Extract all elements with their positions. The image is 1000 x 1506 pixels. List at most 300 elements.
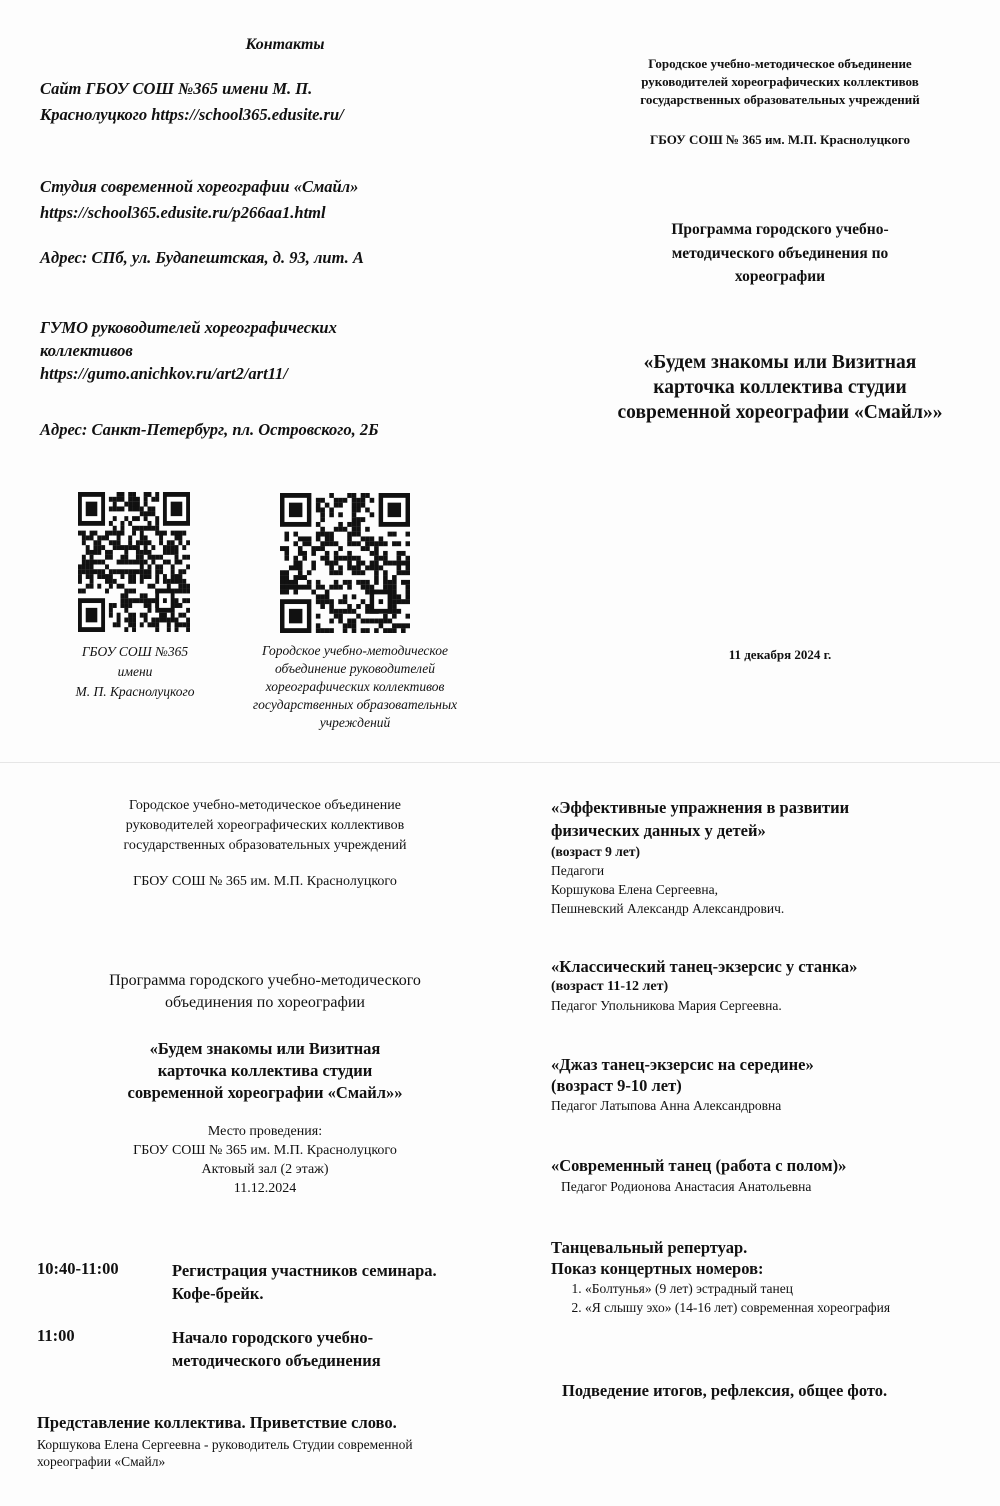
qr-module <box>86 560 90 565</box>
qr-module <box>109 521 113 526</box>
qr-module <box>302 541 307 546</box>
qr-module <box>406 585 410 590</box>
intro-title: Представление коллектива. Приветствие слово. <box>37 1413 397 1432</box>
session-title: «Современный танец (работа с полом)» <box>551 1156 847 1175</box>
qr-module <box>316 507 321 512</box>
qr-module <box>361 561 366 566</box>
qr-module <box>136 598 140 603</box>
qr-module <box>167 540 171 545</box>
program-line: Программа городского учебно- <box>671 221 889 238</box>
qr-module <box>325 536 330 541</box>
qr-module <box>365 565 370 570</box>
qr-module <box>175 627 179 632</box>
qr-module <box>136 502 140 507</box>
qr-module <box>406 541 410 546</box>
qr-module <box>120 598 124 603</box>
qr-module <box>175 531 179 536</box>
qr-module <box>97 545 101 550</box>
qr-module <box>347 522 352 527</box>
qr-module <box>148 511 152 516</box>
qr-module <box>365 585 370 590</box>
qr-module <box>117 560 121 565</box>
qr-module <box>329 570 334 575</box>
qr-module <box>140 560 144 565</box>
qr-module <box>155 627 159 632</box>
qr-module <box>148 521 152 526</box>
qr-module <box>113 545 117 550</box>
qr-module <box>401 623 406 628</box>
qr-module <box>392 541 397 546</box>
qr-module <box>175 589 179 594</box>
qr-module <box>124 560 128 565</box>
qr-module <box>329 604 334 609</box>
qr-module <box>159 535 163 540</box>
qr-module <box>347 585 352 590</box>
qr-module <box>374 628 379 633</box>
qr-module <box>370 536 375 541</box>
qr-module <box>356 498 361 503</box>
qr-module <box>325 599 330 604</box>
qr-module <box>302 551 307 556</box>
qr-module <box>397 541 402 546</box>
program-org <box>30 796 500 856</box>
qr-module <box>406 590 410 595</box>
qr-module <box>140 506 144 511</box>
qr-module <box>132 627 136 632</box>
qr-module <box>132 622 136 627</box>
qr-module <box>86 608 98 622</box>
qr-module <box>120 584 124 589</box>
venue <box>30 1122 500 1198</box>
closing: Подведение итогов, рефлексия, общее фото. <box>562 1381 888 1400</box>
qr-module <box>343 594 348 599</box>
qr-module <box>280 585 285 590</box>
qr-module <box>182 555 186 560</box>
qr-module <box>175 574 179 579</box>
qr-module <box>320 585 325 590</box>
caption-line: хореографических коллективов <box>265 679 445 694</box>
qr-module <box>136 555 140 560</box>
qr-module <box>175 603 179 608</box>
qr-module <box>113 569 117 574</box>
qr-module <box>361 517 366 522</box>
qr-module <box>151 555 155 560</box>
qr-module <box>140 555 144 560</box>
qr-module <box>171 531 175 536</box>
qr-module <box>148 622 152 627</box>
qr-module <box>356 561 361 566</box>
qr-module <box>356 541 361 546</box>
qr-module <box>406 599 410 604</box>
qr-module <box>140 598 144 603</box>
qr-module <box>140 531 144 536</box>
qr-module <box>148 506 152 511</box>
qr-module <box>78 574 82 579</box>
qr-module <box>293 575 298 580</box>
qr-module <box>178 560 182 565</box>
qr-module <box>302 575 307 580</box>
qr-module <box>392 561 397 566</box>
qr-module <box>289 580 294 585</box>
qr-module <box>316 532 321 537</box>
qr-module <box>105 550 109 555</box>
qr-module <box>97 584 101 589</box>
qr-module <box>356 580 361 585</box>
qr-module <box>352 619 357 624</box>
program-line: Программа городского учебно-методического <box>109 972 421 989</box>
qr-module <box>132 497 136 502</box>
cover-program <box>560 218 1000 289</box>
qr-module <box>365 536 370 541</box>
qr-module <box>347 493 352 498</box>
qr-module <box>392 580 397 585</box>
qr-module <box>105 564 109 569</box>
org-line: государственных образовательных учреждений <box>640 92 920 107</box>
qr-module <box>388 561 393 566</box>
qr-module <box>124 593 128 598</box>
qr-module <box>356 556 361 561</box>
qr-module <box>163 550 167 555</box>
intro-text <box>37 1436 413 1470</box>
qr-module <box>124 603 128 608</box>
event-line: Кофе-брейк. <box>172 1284 264 1303</box>
qr-module <box>284 575 289 580</box>
session-1 <box>551 796 991 918</box>
qr-module <box>163 531 167 536</box>
qr-code-school <box>78 492 190 632</box>
qr-module <box>90 550 94 555</box>
qr-module <box>86 574 90 579</box>
qr-module <box>392 575 397 580</box>
qr-module <box>352 609 357 614</box>
qr-module <box>365 507 370 512</box>
qr-module <box>401 580 406 585</box>
qr-module <box>298 546 303 551</box>
qr-module <box>151 584 155 589</box>
qr-module <box>374 565 379 570</box>
qr-module <box>320 541 325 546</box>
session-age: (возраст 11-12 лет) <box>551 979 669 994</box>
qr-module <box>352 623 357 628</box>
qr-module <box>406 565 410 570</box>
school-address: Адрес: СПб, ул. Будапештская, д. 93, лит. А <box>40 248 364 267</box>
qr-module <box>298 570 303 575</box>
qr-module <box>334 609 339 614</box>
qr-module <box>117 540 121 545</box>
qr-module <box>128 545 132 550</box>
repertoire-item: 1. «Болтунья» (9 лет) эстрадный танец <box>585 1279 991 1298</box>
qr-module <box>302 556 307 561</box>
qr-module <box>178 589 182 594</box>
qr-module <box>397 561 402 566</box>
qr-module <box>136 550 140 555</box>
qr-module <box>280 590 285 595</box>
session-2 <box>551 956 991 1015</box>
qr-module <box>155 618 159 623</box>
qr-module <box>148 564 152 569</box>
qr-module <box>338 570 343 575</box>
qr-module <box>356 517 361 522</box>
qr-module <box>311 546 316 551</box>
qr-module <box>171 579 175 584</box>
qr-module <box>401 570 406 575</box>
qr-module <box>397 609 402 614</box>
qr-module <box>383 619 388 624</box>
qr-module <box>136 506 140 511</box>
qr-module <box>361 546 366 551</box>
qr-module <box>101 545 105 550</box>
qr-module <box>155 526 159 531</box>
qr-module <box>316 623 321 628</box>
qr-module <box>171 540 175 545</box>
qr-module <box>338 527 343 532</box>
qr-module <box>159 564 163 569</box>
qr-module <box>334 498 339 503</box>
qr-module <box>284 570 289 575</box>
qr-module <box>117 531 121 536</box>
qr-module <box>93 540 97 545</box>
qr-module <box>151 560 155 565</box>
qr1-caption <box>40 642 230 702</box>
qr-module <box>280 580 285 585</box>
qr-module <box>136 526 140 531</box>
qr-module <box>93 550 97 555</box>
qr-module <box>347 609 352 614</box>
qr-module <box>329 585 334 590</box>
qr-module <box>343 498 348 503</box>
qr-module <box>167 579 171 584</box>
qr-module <box>293 580 298 585</box>
session-title: «Джаз танец-экзерсис на середине» <box>551 1055 814 1074</box>
qr-module <box>117 506 121 511</box>
qr-module <box>151 497 155 502</box>
qr-module <box>284 546 289 551</box>
qr-module <box>113 502 117 507</box>
qr-module <box>148 550 152 555</box>
qr-module <box>379 599 383 604</box>
qr-module <box>356 522 361 527</box>
qr-module <box>392 599 397 604</box>
qr-module <box>388 619 393 624</box>
qr-module <box>144 511 148 516</box>
qr-module <box>132 618 136 623</box>
qr-module <box>144 535 148 540</box>
qr-module <box>120 545 124 550</box>
qr-module <box>298 565 303 570</box>
qr-module <box>397 594 402 599</box>
qr-module <box>392 594 397 599</box>
qr-module <box>82 589 86 594</box>
qr-module <box>144 550 148 555</box>
qr-module <box>316 536 321 541</box>
qr-module <box>370 512 375 517</box>
qr-module <box>78 569 82 574</box>
qr-module <box>186 608 190 613</box>
studio-link[interactable]: https://school365.edusite.ru/p266aa1.html <box>40 203 326 222</box>
qr-module <box>117 584 121 589</box>
qr-module <box>120 531 124 536</box>
qr-module <box>140 526 144 531</box>
qr-module <box>325 503 330 508</box>
qr-module <box>374 575 379 580</box>
qr-module <box>397 565 402 570</box>
qr-module <box>90 560 94 565</box>
qr-module <box>397 570 402 575</box>
venue-line: Актовый зал (2 этаж) <box>201 1162 329 1177</box>
qr-module <box>124 627 128 632</box>
qr-module <box>128 622 132 627</box>
qr-module <box>132 516 136 521</box>
qr-module <box>338 546 343 551</box>
qr-module <box>97 569 101 574</box>
qr-module <box>117 569 121 574</box>
school-site-link[interactable]: Краснолуцкого https://school365.edusite.ru/ <box>40 105 344 124</box>
session-title: «Эффективные упражнения в развитии <box>551 798 850 817</box>
qr-module <box>284 536 289 541</box>
qr-module <box>140 535 144 540</box>
qr-module <box>370 565 375 570</box>
cover-date: 11 декабря 2024 г. <box>728 647 832 662</box>
intro-line: Коршукова Елена Сергеевна - руководитель Студии современной <box>37 1437 413 1452</box>
qr-module <box>117 622 121 627</box>
qr-module <box>144 540 148 545</box>
qr-module <box>401 628 406 633</box>
qr-module <box>284 532 289 537</box>
qr-module <box>325 541 330 546</box>
qr-module <box>113 603 117 608</box>
qr-module <box>379 623 384 628</box>
qr-module <box>379 565 384 570</box>
qr-module <box>140 564 144 569</box>
qr-module <box>144 526 148 531</box>
qr-module <box>155 521 159 526</box>
qr-module <box>365 590 370 595</box>
qr-module <box>140 511 144 516</box>
qr-module <box>78 531 82 536</box>
qr-module <box>132 569 136 574</box>
qr-module <box>128 589 132 594</box>
qr-module <box>113 540 117 545</box>
qr-module <box>155 497 159 502</box>
qr-module <box>167 545 171 550</box>
qr-module <box>352 570 357 575</box>
qr-module <box>182 598 186 603</box>
qr-module <box>320 507 325 512</box>
qr-module <box>113 497 117 502</box>
qr-module <box>78 564 82 569</box>
qr-module <box>109 574 113 579</box>
qr-module <box>175 579 179 584</box>
qr-module <box>151 506 155 511</box>
qr-module <box>392 585 397 590</box>
qr-module <box>90 564 94 569</box>
qr-module <box>144 502 148 507</box>
qr-module <box>329 561 334 566</box>
qr-module <box>365 619 370 624</box>
qr-module <box>105 555 109 560</box>
qr-module <box>361 580 366 585</box>
qr-module <box>128 521 132 526</box>
qr-module <box>105 535 109 540</box>
qr-module <box>132 579 136 584</box>
qr-module <box>182 545 186 550</box>
gumo-link[interactable]: https://gumo.anichkov.ru/art2/art11/ <box>40 364 288 383</box>
qr-module <box>392 604 397 609</box>
qr-module <box>365 493 370 498</box>
qr-module <box>370 561 375 566</box>
qr-module <box>136 540 140 545</box>
qr-module <box>329 619 334 624</box>
qr-module <box>352 507 357 512</box>
qr-module <box>109 506 113 511</box>
qr-module <box>338 599 343 604</box>
qr-module <box>406 594 410 599</box>
qr-module <box>167 622 171 627</box>
qr-module <box>284 590 289 595</box>
qr-module <box>120 526 124 531</box>
qr-module <box>361 498 366 503</box>
qr-module <box>155 531 159 536</box>
qr-module <box>128 574 132 579</box>
qr-module <box>178 622 182 627</box>
qr-module <box>136 569 140 574</box>
cover-school: ГБОУ СОШ № 365 им. М.П. Краснолуцкого <box>650 132 910 147</box>
qr-module <box>120 492 124 497</box>
qr-module <box>365 604 370 609</box>
qr-module <box>175 545 179 550</box>
qr-module <box>329 512 334 517</box>
qr-module <box>347 541 352 546</box>
qr-module <box>343 556 348 561</box>
qr-module <box>280 575 285 580</box>
qr-module <box>365 541 370 546</box>
qr-module <box>86 502 98 516</box>
qr-module <box>167 560 171 565</box>
qr-module <box>140 569 144 574</box>
qr-module <box>151 622 155 627</box>
qr-module <box>113 506 117 511</box>
qr-module <box>329 507 334 512</box>
qr-module <box>109 550 113 555</box>
qr-module <box>361 619 366 624</box>
qr-module <box>347 561 352 566</box>
qr-module <box>388 503 401 517</box>
qr-module <box>298 575 303 580</box>
qr-module <box>128 502 132 507</box>
qr-module <box>370 585 375 590</box>
qr-module <box>93 531 97 536</box>
qr-module <box>144 603 148 608</box>
session-title: «Классический танец-экзерсис у станка» <box>551 957 858 976</box>
qr-module <box>329 541 334 546</box>
qr-module <box>178 569 182 574</box>
caption-line: Городское учебно-методическое <box>262 643 448 658</box>
qr-module <box>325 556 330 561</box>
gumo-name: ГУМО руководителей хореографических <box>40 318 337 337</box>
qr-module <box>289 565 294 570</box>
qr-module <box>320 527 325 532</box>
qr-module <box>325 532 330 537</box>
qr-module <box>365 546 370 551</box>
qr-module <box>144 545 148 550</box>
qr-module <box>334 541 339 546</box>
qr-module <box>325 628 330 633</box>
gumo-site <box>40 316 337 385</box>
qr-module <box>144 560 148 565</box>
qr-module <box>124 598 128 603</box>
qr-module <box>302 536 307 541</box>
qr-module <box>128 535 132 540</box>
